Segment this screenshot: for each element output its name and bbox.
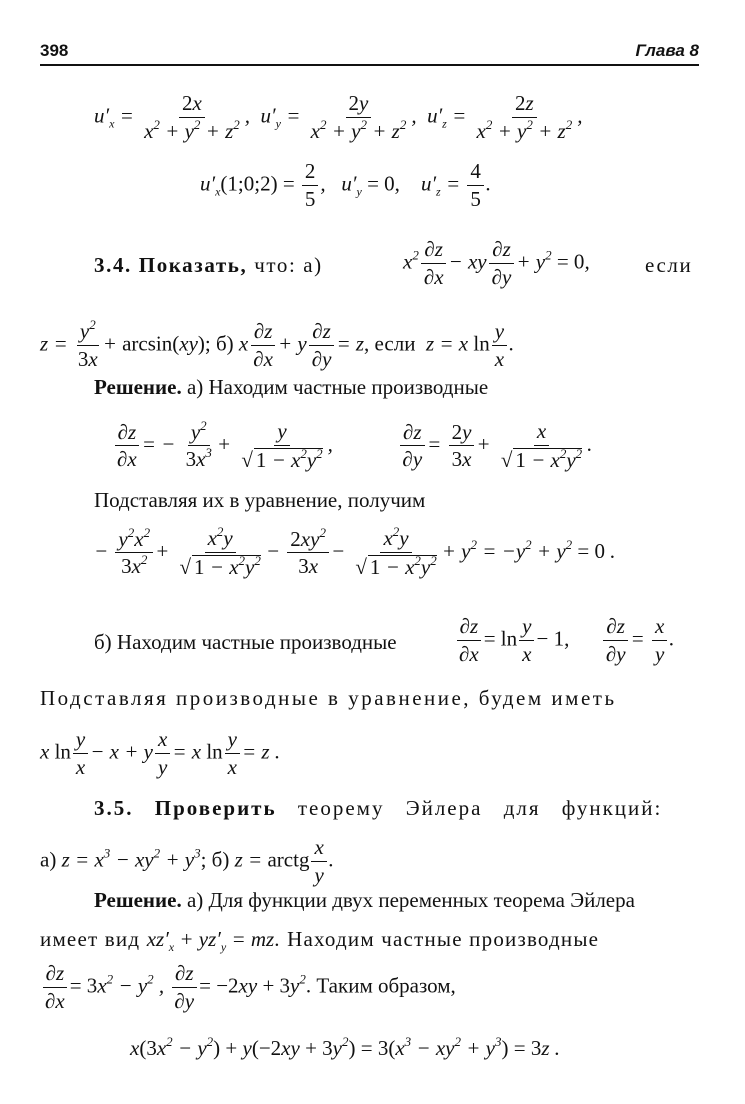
exercise-verb: Показать, xyxy=(138,253,248,277)
exercise-number: 3.5. xyxy=(94,796,134,820)
formula-gradient-general: $u'_x$ = $\frac{2x}{x^2 + y^2 + z^2}$ , $u'_y$ = $\frac{2y}{x^2 + y^2 + z^2}$ , $u'_z$ = $\frac{2z}{x^2 + y^2 + z^2}$ , xyxy=(94,91,583,143)
euler-form-line: имеет вид $xz'_x + yz'_y$ = mz. Находим частные производные xyxy=(40,927,600,955)
formula-partials-b: $\frac{\partial z}{\partial x}$ = ln $\frac{y}{x}$ − 1, $\frac{\partial z}{\partial y}$ = $\frac{x}{y}$ . xyxy=(454,615,675,666)
solution-3-5-a: Решение. а) Для функции двух переменных теорема Эйлера xyxy=(94,888,635,912)
page-number: 398 xyxy=(40,41,69,60)
solution-3-4-a: Решение. а) Находим частные производные xyxy=(94,375,489,399)
if-word-2: , если xyxy=(364,331,416,356)
solution-label: Решение. xyxy=(94,888,182,912)
substituting-text-2: Подставляя производные в уравнение, будем иметь xyxy=(40,686,617,710)
exercise-text: что: а) xyxy=(254,253,323,277)
part-b-label: ; б) xyxy=(204,331,234,356)
exercise-3-5-heading: 3.5. Проверить теорему Эйлера для функций: xyxy=(94,796,663,820)
formula-3-5-functions: а) $z = x^3 - xy^2 + y^3$; б) z = arctg $\frac{x}{y}$ . xyxy=(40,835,335,887)
part-b-text: б) Находим частные производные xyxy=(94,630,397,654)
exercise-3-4-heading xyxy=(94,255,323,276)
formula-partials-a: $\frac{\partial z}{\partial x}$ = − $\frac{y^2}{3x^3}$ + $\frac{y}{√ 1 - x^2y^2}$ , $\frac{\partial z}{\partial y}$ = $\frac{2y}{3x}$ + $\frac{x}{√ 1 - x^2y^2}$ . xyxy=(112,420,592,472)
formula-3-4-z: z = $\frac{y^2}{3x}$ + arcsin(xy); б) x $\frac{\partial z}{\partial x}$ + y $\frac{\partial z}{\partial y}$ = z, если z = x ln $\frac{y}{x}$ . xyxy=(40,317,515,371)
if-word: если xyxy=(645,253,693,277)
exercise-number: 3.4. xyxy=(94,253,132,277)
substituting-text: Подставляя их в уравнение, получим xyxy=(94,488,426,512)
formula-result-b: x ln $\frac{y}{x}$ − x + y $\frac{x}{y}$ = x ln $\frac{y}{x}$ = z . xyxy=(40,727,281,779)
formula-euler: $xz'_x + yz'_y$ = mz xyxy=(146,927,275,955)
chapter-title: Глава 8 xyxy=(635,41,699,60)
formula-3-4-a: $x^2$ $\frac{\partial z}{\partial x}$ − xy $\frac{\partial z}{\partial y}$ + $y^2 = 0$, xyxy=(403,237,590,289)
exercise-verb: Проверить xyxy=(154,796,277,820)
solution-label: Решение. xyxy=(94,375,182,399)
header-rule xyxy=(40,64,699,66)
formula-gradient-values: $u'_x(1;0;2)$ = $\frac{2}{5}$ , $u'_y = 0$, $u'_z$ = $\frac{4}{5}$ . xyxy=(200,159,492,211)
formula-substitution: − $\frac{y^2x^2}{3x^2}$ + $\frac{x^2y}{√ 1 - x^2y^2}$ − $\frac{2xy^2}{3x}$ − $\frac{x^2y}{√ 1 - x^2y^2}$ + $y^2 = -y^2 + y^2 = 0$ . xyxy=(94,524,616,579)
formula-euler-check: $x(3x^2 - y^2) + y(-2xy + 3y^2) = 3(x^3 - xy^2 + y^3) = 3z$ . xyxy=(130,1034,561,1060)
formula-partials-3-5: $\frac{\partial z}{\partial x}$ = $3x^2 - y^2$ , $\frac{\partial z}{\partial y}$ = $-2xy + 3y^2$. Таким образом, xyxy=(40,962,456,1013)
